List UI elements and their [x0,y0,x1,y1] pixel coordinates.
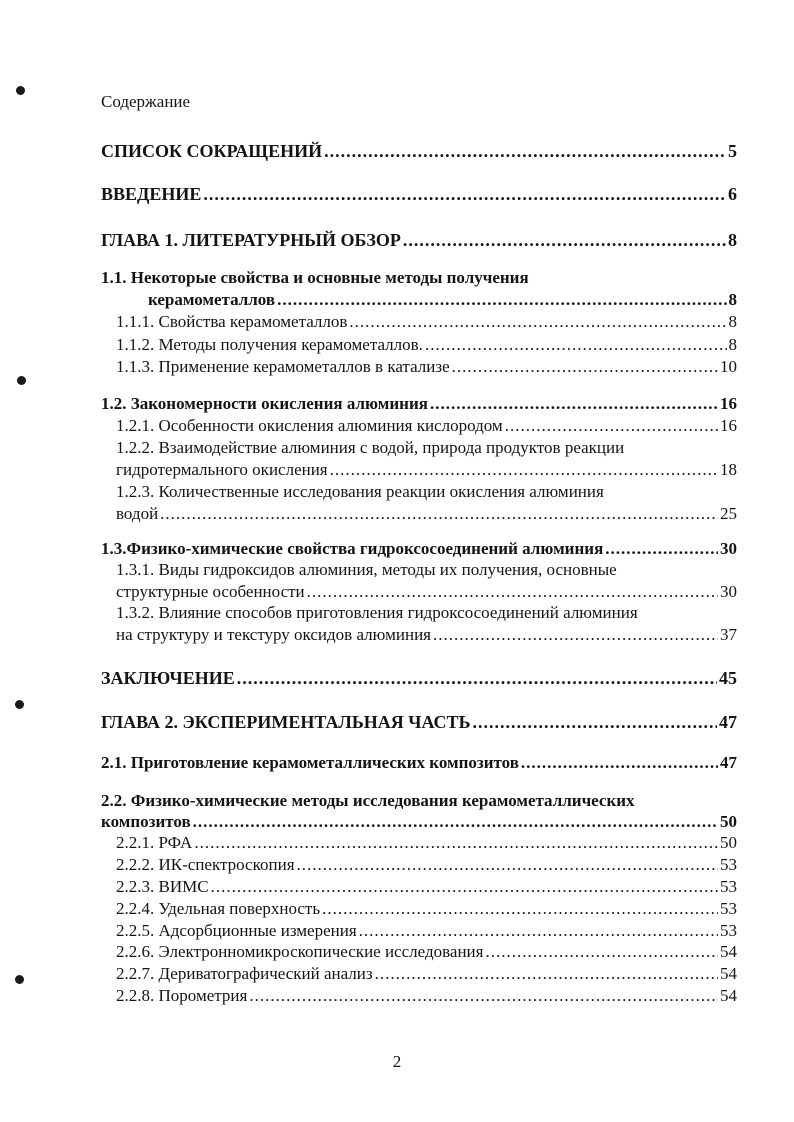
toc-entry-page: 8 [728,335,737,354]
toc-entry[interactable] [101,141,737,162]
toc-entry[interactable] [116,460,737,480]
toc-entry[interactable] [116,625,737,645]
toc-leader [433,625,718,645]
toc-entry-title: ГЛАВА 2. ЭКСПЕРИМЕНТАЛЬНАЯ ЧАСТЬ [101,712,471,732]
toc-leader [237,668,717,689]
toc-leader [330,460,718,480]
toc-entry[interactable] [116,335,737,355]
page-number: 2 [392,1052,402,1071]
toc-leader [324,141,726,162]
toc-entry-line: 2.2. Физико-химические методы исследования керамометаллических [101,791,635,810]
toc-entry-title: СПИСОК СОКРАЩЕНИЙ [101,141,323,161]
toc-entry-page: 37 [720,625,737,644]
toc-entry-page: 53 [720,877,737,896]
toc-entry-page: 8 [728,312,737,331]
toc-leader [485,942,718,962]
toc-entry[interactable] [101,184,737,205]
toc-entry-page: 45 [719,668,737,688]
toc-entry-page: 8 [728,230,737,250]
scan-speck [15,975,24,984]
toc-entry-page: 53 [720,855,737,874]
toc-leader [605,539,718,559]
toc-entry[interactable] [116,504,737,524]
toc-entry[interactable] [101,712,737,733]
toc-leader [193,812,718,832]
toc-entry[interactable] [101,668,737,689]
toc-entry-page: 54 [720,942,737,961]
toc-leader [307,582,718,602]
toc-entry-line: 1.2.3. Количественные исследования реакции окисления алюминия [116,482,604,501]
toc-entry-title: водой [116,504,159,523]
toc-entry[interactable] [101,753,737,773]
toc-entry[interactable] [101,394,737,414]
toc-leader [375,964,718,984]
toc-entry[interactable] [101,539,737,559]
toc-entry-title: 2.2.5. Адсорбционные измерения [116,921,357,940]
toc-entry[interactable] [116,986,737,1006]
toc-entry-title: 1.1.2. Методы получения керамометаллов. [116,335,423,354]
toc-entry[interactable] [101,230,737,251]
toc-entry-title: 2.2.7. Дериватографический анализ [116,964,373,983]
toc-leader [430,394,718,414]
toc-entry[interactable] [116,964,737,984]
toc-entry-line: 1.3.1. Виды гидроксидов алюминия, методы их получения, основные [116,560,617,579]
toc-entry-page: 54 [720,986,737,1005]
toc-entry[interactable] [116,942,737,962]
toc-entry-title: 1.3.Физико-химические свойства гидроксосоединений алюминия [101,539,604,558]
toc-entry-page: 30 [720,582,737,601]
toc-leader [425,335,727,355]
scan-speck [17,376,26,385]
toc-entry-title: гидротермального окисления [116,460,328,479]
toc-leader [277,290,726,310]
toc-entry-title: 2.2.4. Удельная поверхность [116,899,321,918]
toc-entry[interactable] [116,416,737,436]
toc-entry-title: 2.2.6. Электронномикроскопические исследования [116,942,484,961]
scan-speck [15,700,24,709]
toc-leader [249,986,718,1006]
toc-entry-title: ВВЕДЕНИЕ [101,184,202,204]
toc-entry[interactable] [116,312,737,332]
toc-entry[interactable] [116,855,737,875]
toc-entry-page: 6 [728,184,737,204]
toc-entry-title: на структуру и текстуру оксидов алюминия [116,625,431,644]
toc-leader [359,921,718,941]
toc-entry-page: 53 [720,921,737,940]
toc-leader [521,753,718,773]
toc-entry-page: 16 [720,394,737,413]
toc-leader [194,833,718,853]
toc-entry-title: 2.2.3. ВИМС [116,877,209,896]
toc-entry-page: 50 [720,812,737,831]
toc-entry-page: 16 [720,416,737,435]
toc-entry-title: структурные особенности [116,582,305,601]
toc-entry-title: керамометаллов [148,290,276,309]
toc-entry-title: 1.1.1. Свойства керамометаллов [116,312,348,331]
toc-leader [297,855,718,875]
toc-leader [322,899,718,919]
toc-entry[interactable] [116,877,737,897]
toc-entry-page: 5 [728,141,737,161]
toc-entry-page: 54 [720,964,737,983]
toc-entry-title: 2.2.1. РФА [116,833,193,852]
toc-entry-page: 53 [720,899,737,918]
toc-leader [505,416,718,436]
scan-speck [16,86,25,95]
toc-entry-title: ГЛАВА 1. ЛИТЕРАТУРНЫЙ ОБЗОР [101,230,401,250]
toc-entry-title: 2.2.8. Порометрия [116,986,248,1005]
toc-entry[interactable] [116,357,737,377]
toc-entry[interactable] [116,582,737,602]
toc-entry-title: 2.1. Приготовление керамометаллических композитов [101,753,519,772]
toc-entry[interactable] [116,833,737,853]
toc-entry-title: 1.2.1. Особенности окисления алюминия кислородом [116,416,503,435]
toc-entry-page: 25 [720,504,737,523]
toc-entry-page: 47 [719,712,737,732]
toc-leader [472,712,717,733]
toc-entry[interactable] [116,921,737,941]
toc-heading: Содержание [101,92,191,111]
toc-entry-title: 1.1.3. Применение керамометаллов в катализе [116,357,450,376]
toc-entry-line: 1.3.2. Влияние способов приготовления гидроксосоединений алюминия [116,603,638,622]
toc-entry-page: 50 [720,833,737,852]
toc-entry-title: 2.2.2. ИК-спектроскопия [116,855,295,874]
toc-leader [349,312,726,332]
toc-entry-page: 8 [728,290,737,309]
toc-entry-page: 18 [720,460,737,479]
toc-entry-page: 10 [720,357,737,376]
toc-entry-line: 1.2.2. Взаимодействие алюминия с водой, природа продуктов реакции [116,438,625,457]
toc-entry-page: 30 [720,539,737,558]
toc-leader [403,230,726,251]
toc-entry[interactable] [148,290,737,310]
toc-leader [452,357,718,377]
toc-leader [211,877,718,897]
toc-entry-line: 1.1. Некоторые свойства и основные методы получения [101,268,529,287]
toc-leader [160,504,718,524]
toc-leader [203,184,726,205]
toc-entry-title: композитов [101,812,191,831]
toc-entry-page: 47 [720,753,737,772]
toc-entry-title: ЗАКЛЮЧЕНИЕ [101,668,235,688]
toc-entry-title: 1.2. Закономерности окисления алюминия [101,394,428,413]
toc-entry[interactable] [116,899,737,919]
toc-entry[interactable] [101,812,737,832]
